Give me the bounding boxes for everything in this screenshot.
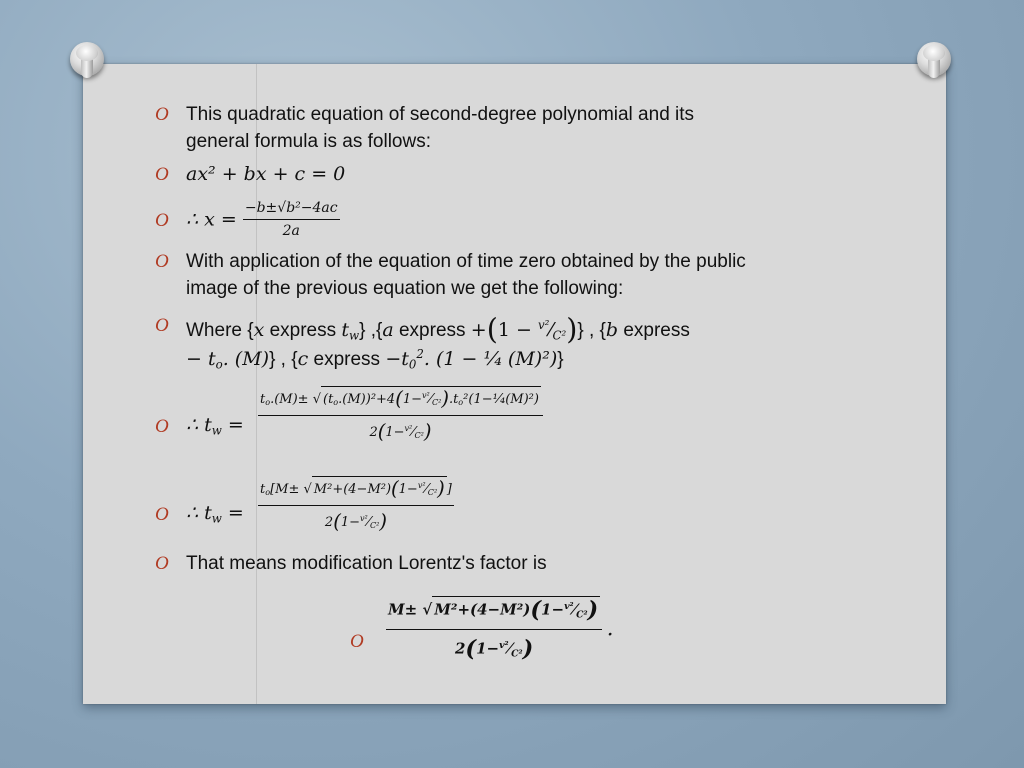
bullet-text-line: With application of the equation of time zero obtained by the public: [186, 251, 746, 272]
tw-prefix: ∴ $t_w$ =: [186, 502, 244, 526]
bullet-text-line: That means modification Lorentz's factor is: [186, 553, 547, 574]
period: .: [607, 621, 613, 640]
bullet-text-line: general formula is as follows:: [186, 131, 431, 152]
formula-prefix: ∴ x =: [186, 208, 237, 231]
quadratic-equation: ax² + bx + c = 0: [186, 163, 346, 185]
bullet-icon: O: [155, 104, 169, 125]
definitions-line-2: − $t_o$. (M)} , {c express $-t_0^2$. (1 − ¹⁄₄ (M)²)}: [186, 347, 564, 372]
bullet-item-9: [350, 596, 750, 676]
bullet-icon: O: [350, 631, 364, 652]
quadratic-formula: [186, 198, 340, 241]
tw-fraction: $\frac{t_o.(M)\pm √ (t_o.(M))^2+4(1-^{v^2}⁄_{C^2}).t_o^2(1-^1⁄_4(M)^2)}{2(1-^{v^2}⁄_{C^2})}$: [258, 386, 543, 445]
bullet-icon: O: [155, 553, 169, 574]
formula-numerator: −b±√b²−4ac: [243, 198, 340, 220]
bullet-icon: O: [155, 164, 169, 185]
formula-denominator: 2a: [282, 223, 300, 239]
tw-simplified-fraction: $\frac{t_o[M\pm √ M^2+(4-M^2)(1-^{v^2}⁄_{C^2}) ]}{2(1-^{v^2}⁄_{C^2})}$: [260, 476, 452, 533]
definitions-line-1: Where {x express $t_w$} ,{a express $+(1 - ^{v^2}⁄_{C^2})$} , {b express: [186, 312, 690, 346]
bullet-icon: O: [155, 210, 169, 231]
bullet-icon: O: [155, 315, 169, 336]
bullet-text-line: image of the previous equation we get the following:: [186, 278, 624, 299]
lorentz-factor-fraction: $\frac{M\pm √ M^2+(4-M^2)(1-^{v^2}⁄_{C^2})}{2(1-^{v^2}⁄_{C^2})}$ .: [388, 596, 613, 663]
tw-prefix: ∴ $t_w$ =: [186, 414, 244, 438]
bullet-icon: O: [155, 251, 169, 272]
bullet-icon: O: [155, 504, 169, 525]
bullet-text-line: This quadratic equation of second-degree polynomial and its: [186, 104, 695, 125]
bullet-icon: O: [155, 416, 169, 437]
